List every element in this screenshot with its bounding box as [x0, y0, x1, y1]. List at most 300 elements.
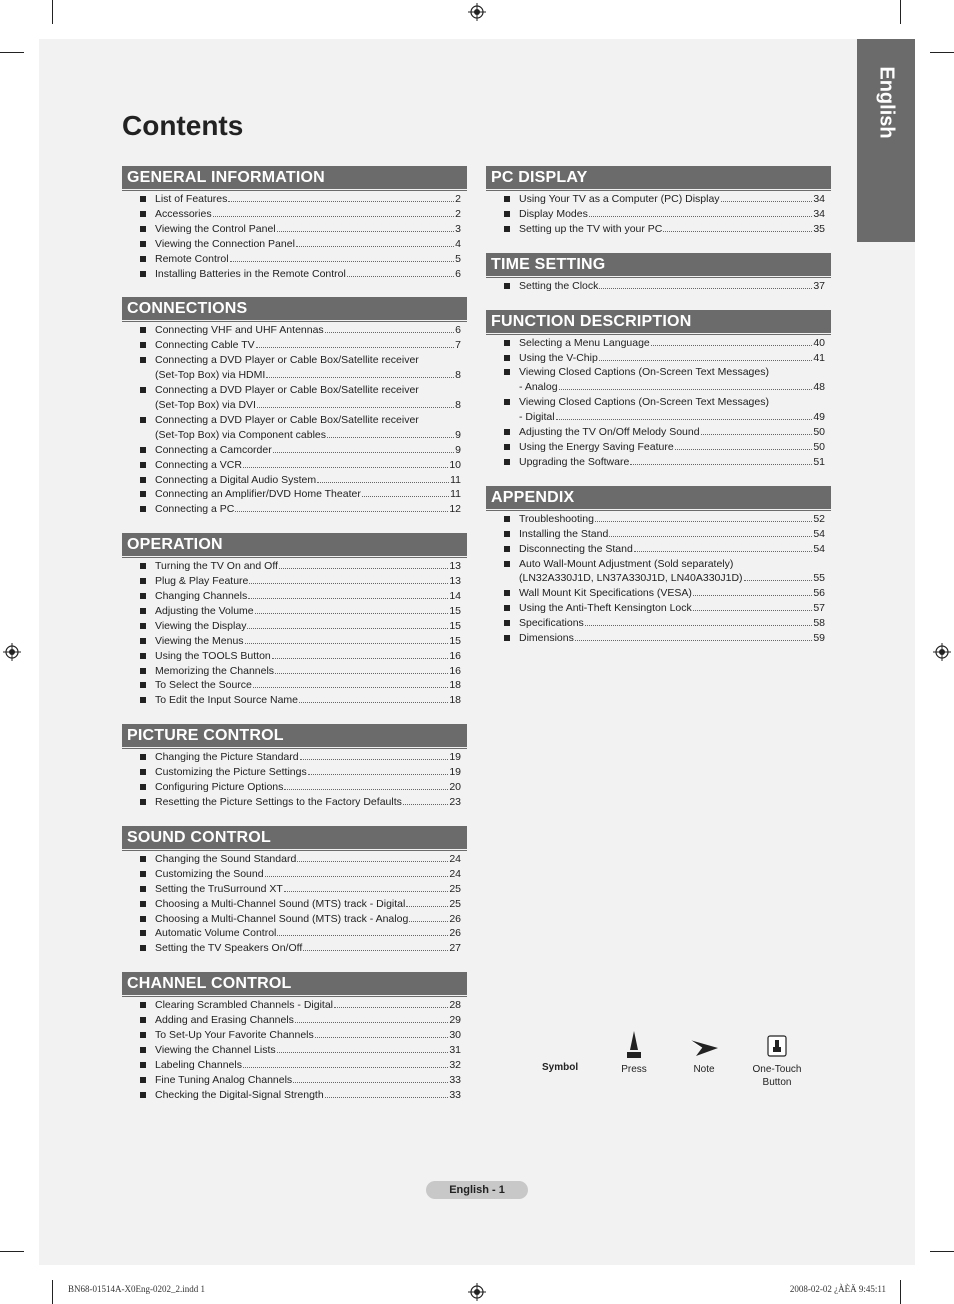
dot-leader [296, 246, 454, 247]
toc-entry-title: Fine Tuning Analog Channels [155, 1073, 293, 1086]
toc-entry[interactable] [140, 443, 461, 458]
square-bullet-icon [504, 516, 510, 522]
toc-entry[interactable] [504, 222, 825, 237]
toc-entry-title: Remote Control [155, 252, 229, 265]
toc-page-number: 54 [813, 527, 825, 540]
dot-leader [556, 419, 813, 420]
toc-entry[interactable] [140, 678, 461, 693]
toc-entry[interactable] [140, 207, 461, 222]
square-bullet-icon [140, 506, 146, 512]
toc-page-number: 9 [455, 428, 461, 441]
toc-page-number: 40 [813, 336, 825, 349]
toc-entry[interactable] [140, 795, 461, 810]
toc-entry[interactable] [140, 693, 461, 708]
toc-section [486, 253, 831, 300]
toc-page-number: 25 [449, 897, 461, 910]
toc-entry-title: Connecting a PC [155, 503, 235, 516]
toc-page-number: 15 [449, 634, 461, 647]
print-slug-date: 2008-02-02 ¿ÀÈÄ 9:45:11 [789, 1284, 886, 1294]
square-bullet-icon [140, 196, 146, 202]
toc-entry[interactable] [140, 765, 461, 780]
toc-entry-title: Memorizing the Channels [155, 664, 275, 677]
toc-entry[interactable] [504, 455, 825, 470]
toc-page-number: 49 [813, 411, 825, 424]
toc-page-number: 8 [455, 369, 461, 382]
toc-entry[interactable] [140, 267, 461, 282]
toc-entry[interactable] [140, 604, 461, 619]
dot-leader [308, 774, 449, 775]
toc-item-list [122, 559, 467, 714]
square-bullet-icon [140, 930, 146, 936]
press-symbol [612, 1030, 656, 1076]
toc-page-number: 33 [449, 1088, 461, 1101]
dot-leader [243, 467, 448, 468]
toc-page-number: 34 [813, 193, 825, 205]
toc-entry-title: Setting the TruSurround XT [155, 882, 283, 895]
toc-entry[interactable] [140, 487, 461, 502]
toc-entry[interactable] [504, 192, 825, 207]
toc-page-number: 3 [455, 222, 461, 235]
square-bullet-icon [504, 590, 510, 596]
dot-leader [297, 861, 448, 862]
language-tab-label: English [875, 66, 898, 139]
square-bullet-icon [504, 340, 510, 346]
section-heading: PC DISPLAY [486, 166, 831, 189]
toc-page-number: 28 [449, 999, 461, 1012]
toc-item-list [486, 279, 831, 300]
dot-leader [651, 345, 813, 346]
section-heading: CONNECTIONS [122, 297, 467, 320]
toc-entry[interactable] [504, 527, 825, 542]
toc-entry-title: List of Features [155, 193, 228, 205]
toc-entry-title: Using the Anti-Theft Kensington Lock [519, 602, 692, 615]
square-bullet-icon [140, 682, 146, 688]
dot-leader [245, 643, 449, 644]
toc-page-number: 34 [813, 207, 825, 220]
toc-entry[interactable] [140, 619, 461, 634]
toc-entry[interactable] [504, 440, 825, 455]
square-bullet-icon [140, 593, 146, 599]
toc-section [486, 166, 831, 243]
toc-item-list [122, 750, 467, 816]
toc-entry[interactable] [504, 425, 825, 440]
toc-item-list [486, 192, 831, 243]
toc-entry[interactable] [140, 1073, 461, 1088]
toc-page-number: 50 [813, 440, 825, 453]
square-bullet-icon [140, 447, 146, 453]
square-bullet-icon [140, 491, 146, 497]
toc-entry[interactable] [140, 882, 461, 897]
toc-section [486, 310, 831, 476]
toc-page-number: 18 [449, 679, 461, 692]
square-bullet-icon [140, 327, 146, 333]
toc-page-number: 2 [455, 193, 461, 205]
square-bullet-icon [140, 784, 146, 790]
toc-entry[interactable] [140, 867, 461, 882]
dot-leader [255, 613, 449, 614]
crop-mark [900, 1280, 901, 1304]
square-bullet-icon [140, 668, 146, 674]
toc-entry-title: (Set-Top Box) via HDMI [155, 369, 266, 382]
toc-entry[interactable] [504, 542, 825, 557]
toc-item-list [122, 192, 467, 287]
toc-entry-title: Using the Energy Saving Feature [519, 440, 674, 453]
dot-leader [284, 891, 448, 892]
toc-entry-title: Viewing Closed Captions (On-Screen Text Messages) [519, 396, 769, 409]
toc-page-number: 35 [813, 222, 825, 235]
toc-entry[interactable] [140, 780, 461, 795]
square-bullet-icon [140, 1047, 146, 1053]
toc-page-number: 19 [449, 766, 461, 779]
square-bullet-icon [504, 546, 510, 552]
square-bullet-icon [140, 623, 146, 629]
toc-entry-title: Using the V-Chip [519, 351, 598, 364]
crop-mark [900, 0, 901, 24]
dot-leader [247, 628, 448, 629]
toc-entry-title: To Select the Source [155, 679, 252, 692]
toc-page-number: 32 [449, 1058, 461, 1071]
toc-entry[interactable] [140, 926, 461, 941]
toc-entry-title: Disconnecting the Stand [519, 542, 633, 555]
one-touch-label-line2: Button [762, 1077, 792, 1088]
square-bullet-icon [140, 901, 146, 907]
dot-leader [257, 407, 454, 408]
dot-leader [277, 231, 455, 232]
square-bullet-icon [140, 241, 146, 247]
toc-entry[interactable] [140, 852, 461, 867]
square-bullet-icon [140, 477, 146, 483]
note-icon [688, 1030, 720, 1060]
toc-entry[interactable] [504, 512, 825, 527]
toc-item-list [486, 512, 831, 652]
toc-entry[interactable] [140, 458, 461, 473]
square-bullet-icon [140, 271, 146, 277]
square-bullet-icon [140, 1032, 146, 1038]
dot-leader [249, 583, 448, 584]
toc-entry-title: Adjusting the TV On/Off Melody Sound [519, 426, 700, 439]
toc-page-number: 41 [813, 351, 825, 364]
toc-entry-title: Viewing Closed Captions (On-Screen Text Messages) [519, 366, 769, 379]
toc-entry-title: Upgrading the Software [519, 455, 630, 468]
square-bullet-icon [140, 1002, 146, 1008]
toc-entry[interactable] [504, 365, 825, 395]
square-bullet-icon [504, 429, 510, 435]
square-bullet-icon [504, 531, 510, 537]
square-bullet-icon [140, 417, 146, 423]
square-bullet-icon [504, 561, 510, 567]
toc-page-number: 6 [455, 324, 461, 337]
dot-leader [277, 935, 448, 936]
toc-page-number: 19 [449, 751, 461, 764]
dot-leader [663, 231, 812, 232]
toc-page-number: 16 [449, 649, 461, 662]
dot-leader [559, 389, 813, 390]
dot-leader [589, 216, 812, 217]
toc-section [122, 724, 467, 816]
dot-leader [693, 595, 812, 596]
crop-mark [0, 1251, 24, 1252]
toc-entry[interactable] [504, 279, 825, 294]
note-symbol [682, 1030, 726, 1076]
square-bullet-icon [140, 769, 146, 775]
square-bullet-icon [140, 1017, 146, 1023]
toc-entry-title: Accessories [155, 207, 212, 220]
toc-page-number: 23 [449, 796, 461, 808]
toc-entry[interactable] [140, 634, 461, 649]
toc-entry[interactable] [140, 323, 461, 338]
crop-mark [0, 52, 24, 53]
symbol-legend-title: Symbol [542, 1062, 579, 1073]
toc-entry[interactable] [140, 998, 461, 1013]
crop-mark [930, 52, 954, 53]
square-bullet-icon [140, 342, 146, 348]
dot-leader [317, 482, 449, 483]
toc-entry[interactable] [140, 383, 461, 413]
dot-leader [279, 568, 448, 569]
one-touch-button-icon [766, 1030, 788, 1060]
square-bullet-icon [140, 563, 146, 569]
toc-entry[interactable] [140, 222, 461, 237]
toc-page-number: 24 [449, 867, 461, 880]
toc-entry[interactable] [504, 601, 825, 616]
toc-entry[interactable] [140, 252, 461, 267]
crop-mark [930, 1251, 954, 1252]
toc-entry-title: Viewing the Channel Lists [155, 1043, 276, 1056]
toc-entry[interactable] [140, 413, 461, 443]
toc-page-number: 16 [449, 664, 461, 677]
toc-page-number: 48 [813, 381, 825, 394]
square-bullet-icon [504, 196, 510, 202]
toc-page-number: 25 [449, 882, 461, 895]
toc-entry[interactable] [140, 664, 461, 679]
toc-page-number: 7 [455, 339, 461, 352]
dot-leader [213, 216, 455, 217]
toc-entry[interactable] [140, 353, 461, 383]
toc-entry-title: Setting the TV Speakers On/Off [155, 942, 303, 955]
toc-page-number: 11 [450, 488, 461, 501]
square-bullet-icon [140, 856, 146, 862]
toc-entry[interactable] [140, 473, 461, 488]
toc-page-number: 26 [449, 912, 461, 925]
toc-entry-title: To Edit the Input Source Name [155, 694, 298, 707]
toc-item-list [122, 998, 467, 1108]
toc-entry-title: Viewing the Menus [155, 634, 244, 647]
toc-entry[interactable] [504, 336, 825, 351]
toc-entry[interactable] [504, 586, 825, 601]
square-bullet-icon [140, 256, 146, 262]
toc-entry-title: Automatic Volume Control [155, 927, 277, 940]
toc-entry-title: Setting the Clock [519, 279, 599, 292]
toc-entry[interactable] [140, 1013, 461, 1028]
dot-leader [327, 437, 454, 438]
square-bullet-icon [140, 1092, 146, 1098]
dot-leader [228, 201, 454, 202]
section-heading: APPENDIX [486, 486, 831, 509]
toc-page-number: 14 [449, 590, 461, 603]
toc-entry[interactable] [140, 589, 461, 604]
toc-entry-title: Display Modes [519, 207, 588, 220]
one-touch-label-line1: One-Touch [752, 1064, 802, 1075]
toc-entry[interactable] [140, 897, 461, 912]
section-heading: SOUND CONTROL [122, 826, 467, 849]
toc-section [486, 486, 831, 652]
dot-leader [575, 640, 812, 641]
toc-page-number: 37 [813, 279, 825, 292]
toc-page-number: 6 [455, 267, 461, 280]
toc-entry-title: Customizing the Picture Settings [155, 766, 307, 779]
symbol-legend [530, 1030, 830, 1090]
dot-leader [284, 789, 448, 790]
dot-leader [675, 449, 813, 450]
toc-entry[interactable] [140, 1058, 461, 1073]
toc-section [122, 533, 467, 714]
toc-item-list [486, 336, 831, 476]
dot-leader [406, 906, 448, 907]
dot-leader [235, 511, 448, 512]
press-label: Press [621, 1064, 647, 1075]
toc-page-number: 55 [813, 572, 825, 585]
square-bullet-icon [140, 387, 146, 393]
dot-leader [243, 1067, 448, 1068]
toc-entry[interactable] [140, 912, 461, 927]
dot-leader [266, 377, 454, 378]
toc-entry-title: Using Your TV as a Computer (PC) Display [519, 193, 720, 205]
toc-entry-title: (Set-Top Box) via DVI [155, 398, 256, 411]
dot-leader [609, 536, 812, 537]
toc-entry[interactable] [504, 351, 825, 366]
toc-entry[interactable] [140, 502, 461, 517]
toc-entry-title: Adjusting the Volume [155, 604, 254, 617]
dot-leader [325, 332, 454, 333]
toc-entry-title: Plug & Play Feature [155, 575, 249, 588]
toc-entry[interactable] [504, 616, 825, 631]
toc-entry-title: Changing the Sound Standard [155, 852, 297, 865]
square-bullet-icon [504, 226, 510, 232]
dot-leader [595, 521, 812, 522]
toc-entry-title: Connecting Cable TV [155, 339, 255, 352]
toc-entry-title: Selecting a Menu Language [519, 336, 650, 349]
toc-entry-title: (Set-Top Box) via Component cables [155, 428, 326, 441]
toc-entry[interactable] [504, 207, 825, 222]
dot-leader [265, 876, 449, 877]
toc-entry-title: Checking the Digital-Signal Strength [155, 1088, 324, 1101]
toc-entry-title: Adding and Erasing Channels [155, 1014, 294, 1027]
registration-mark-icon [933, 643, 951, 661]
square-bullet-icon [504, 635, 510, 641]
toc-page-number: 13 [449, 560, 461, 573]
dot-leader [325, 1097, 449, 1098]
toc-entry-title: Installing the Stand [519, 527, 609, 540]
toc-entry-title: Customizing the Sound [155, 867, 264, 880]
toc-entry-title: (LN32A330J1D, LN37A330J1D, LN40A330J1D) [519, 572, 743, 585]
square-bullet-icon [140, 653, 146, 659]
section-heading: GENERAL INFORMATION [122, 166, 467, 189]
toc-page-number: 12 [449, 503, 461, 516]
square-bullet-icon [140, 226, 146, 232]
dot-leader [744, 580, 813, 581]
dot-leader [275, 673, 448, 674]
dot-leader [272, 658, 449, 659]
dot-leader [347, 276, 454, 277]
toc-entry[interactable] [140, 941, 461, 956]
toc-entry[interactable] [140, 192, 461, 207]
toc-page-number: 51 [813, 455, 825, 468]
toc-entry-title: Setting up the TV with your PC [519, 222, 663, 235]
toc-entry[interactable] [140, 559, 461, 574]
toc-page-number: 10 [449, 458, 461, 471]
toc-page-number: 58 [813, 617, 825, 630]
toc-entry[interactable] [504, 395, 825, 425]
square-bullet-icon [504, 399, 510, 405]
toc-entry[interactable] [140, 574, 461, 589]
language-tab [857, 39, 915, 242]
toc-page-number: 54 [813, 542, 825, 555]
dot-leader [300, 759, 449, 760]
toc-entry-title: Choosing a Multi-Channel Sound (MTS) track - Analog [155, 912, 409, 925]
toc-item-list [122, 852, 467, 962]
square-bullet-icon [140, 638, 146, 644]
toc-entry-title: Using the TOOLS Button [155, 649, 271, 662]
toc-entry[interactable] [504, 631, 825, 646]
toc-page-number: 8 [455, 398, 461, 411]
toc-page-number: 56 [813, 587, 825, 600]
dot-leader [299, 702, 448, 703]
toc-entry[interactable] [140, 1088, 461, 1103]
toc-page-number: 24 [449, 852, 461, 865]
square-bullet-icon [140, 1062, 146, 1068]
toc-entry-title: Wall Mount Kit Specifications (VESA) [519, 587, 692, 600]
toc-entry[interactable] [140, 649, 461, 664]
dot-leader [409, 921, 448, 922]
toc-page-number: 52 [813, 512, 825, 525]
square-bullet-icon [140, 799, 146, 805]
toc-section [122, 826, 467, 962]
page-title: Contents [122, 110, 244, 141]
toc-entry-title: Viewing the Control Panel [155, 222, 276, 235]
dot-leader [315, 1037, 449, 1038]
square-bullet-icon [504, 369, 510, 375]
registration-mark-icon [468, 3, 486, 21]
section-heading: TIME SETTING [486, 253, 831, 276]
toc-entry-title: Connecting a DVD Player or Cable Box/Satellite receiver [155, 384, 419, 397]
dot-leader [634, 551, 812, 552]
toc-section [122, 297, 467, 523]
square-bullet-icon [140, 871, 146, 877]
dot-leader [721, 201, 813, 202]
toc-entry[interactable] [140, 1028, 461, 1043]
toc-entry-title: Choosing a Multi-Channel Sound (MTS) track - Digital [155, 897, 406, 910]
square-bullet-icon [504, 355, 510, 361]
dot-leader [273, 452, 454, 453]
square-bullet-icon [140, 211, 146, 217]
page-number-badge: English - 1 [426, 1181, 528, 1199]
section-heading: FUNCTION DESCRIPTION [486, 310, 831, 333]
toc-entry-title: To Set-Up Your Favorite Channels [155, 1029, 314, 1042]
toc-entry-title: Connecting a DVD Player or Cable Box/Satellite receiver [155, 354, 419, 367]
dot-leader [248, 598, 448, 599]
dot-leader [295, 1022, 448, 1023]
toc-entry[interactable] [140, 237, 461, 252]
toc-entry-title: - Analog [519, 381, 558, 394]
toc-right-column [486, 166, 831, 662]
toc-entry[interactable] [140, 1043, 461, 1058]
toc-entry[interactable] [140, 750, 461, 765]
toc-entry[interactable] [140, 338, 461, 353]
toc-page-number: 59 [813, 632, 825, 645]
toc-entry-title: Connecting a Camcorder [155, 443, 272, 456]
toc-entry[interactable] [504, 557, 825, 587]
press-icon [624, 1030, 644, 1060]
